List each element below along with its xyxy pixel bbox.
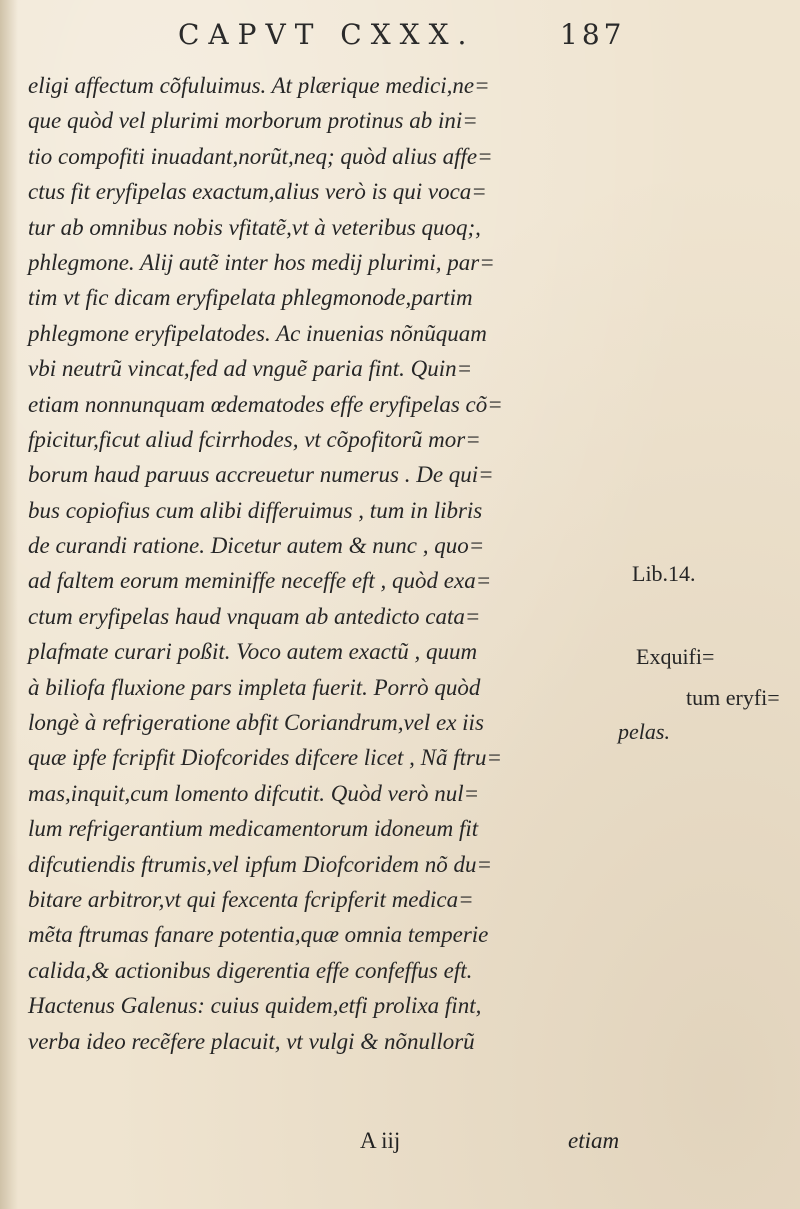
- text-line: ctum eryfipelas haud vnquam ab antedicto cata=: [28, 603, 481, 629]
- text-line: bus copiofius cum alibi differuimus , tum in libris: [28, 497, 483, 523]
- text-line: Hactenus Galenus: cuius quidem,etfi prolixa fint,: [28, 993, 482, 1019]
- text-line: bitare arbitror,vt qui fexcenta fcripferit medica=: [28, 886, 474, 912]
- text-line: ad faltem eorum meminiffe neceffe eft , quòd exa=: [28, 568, 492, 594]
- text-line: tio compofiti inuadant,norũt,neq; quòd alius affe=: [28, 143, 493, 169]
- text-line: eligi affectum co͂fuluimus. At plærique medici,ne=: [28, 73, 490, 98]
- signature-mark: A iij: [360, 1128, 401, 1153]
- text-line: verba ideo recẽfere placuit, vt vulgi & nõnullorũ: [28, 1028, 475, 1054]
- page-number: 187: [560, 18, 626, 51]
- text-line: que quòd vel plurimi morborum protinus ab ini=: [28, 108, 478, 134]
- page-footer: [0, 1128, 800, 1164]
- text-line: tim vt fic dicam eryfipelata phlegmonode,partim: [28, 285, 473, 311]
- text-line: de curandi ratione. Dicetur autem & nunc , quo=: [28, 533, 485, 559]
- text-line: fpicitur,ficut aliud fcirrhodes, vt cõpofitorũ mor=: [28, 426, 481, 452]
- text-line: phlegmone eryfipelatodes. Ac inuenias nõnũquam: [28, 320, 487, 346]
- text-line: à biliofa fluxione pars impleta fuerit. Porrò quòd: [28, 674, 481, 700]
- text-line: plafmate curari poßit. Voco autem exactũ , quum: [28, 639, 478, 665]
- text-line: etiam nonnunquam œdematodes effe eryfipelas cõ=: [28, 391, 503, 417]
- text-line: vbi neutrũ vincat,fed ad vnguẽ paria fint. Quin=: [28, 356, 473, 382]
- text-line: phlegmone. Alij autẽ inter hos medij plurimi, par=: [28, 249, 495, 275]
- text-line: mẽta ftrumas fanare potentia,quæ omnia temperie: [28, 922, 489, 948]
- margin-note-tum-erysi: tum eryfi=: [686, 685, 780, 710]
- text-line: ctus fit eryfipelas exactum,alius verò is qui voca=: [28, 179, 487, 205]
- margin-note-pelas: pelas.: [618, 719, 670, 744]
- chapter-heading: CAPVT CXXX.: [178, 18, 476, 51]
- text-line: longè à refrigeratione abfit Coriandrum,vel ex iis: [28, 710, 484, 736]
- catchword: etiam: [568, 1128, 620, 1153]
- text-line: difcutiendis ftrumis,vel ipfum Diofcoridem nõ du=: [28, 851, 492, 877]
- page-binding-shadow: [0, 0, 18, 1209]
- text-line: tur ab omnibus nobis vfitatẽ,vt à veteribus quoq;,: [28, 214, 481, 240]
- text-line: mas,inquit,cum lomento difcutit. Quòd verò nul=: [28, 780, 480, 806]
- text-line: quæ ipfe fcripfit Diofcorides difcere licet , Nã ftru=: [28, 745, 502, 771]
- text-line: lum refrigerantium medicamentorum idoneum fit: [28, 816, 479, 842]
- text-line: borum haud paruus accreuetur numerus . De qui=: [28, 462, 494, 488]
- text-line: calida,& actionibus digerentia effe confeffus eft.: [28, 957, 473, 983]
- body-text: [28, 68, 638, 1059]
- margin-note-reference: Lib.14.: [632, 561, 696, 586]
- margin-note-exquisitum: Exquifi=: [636, 644, 715, 669]
- running-header: [0, 18, 800, 52]
